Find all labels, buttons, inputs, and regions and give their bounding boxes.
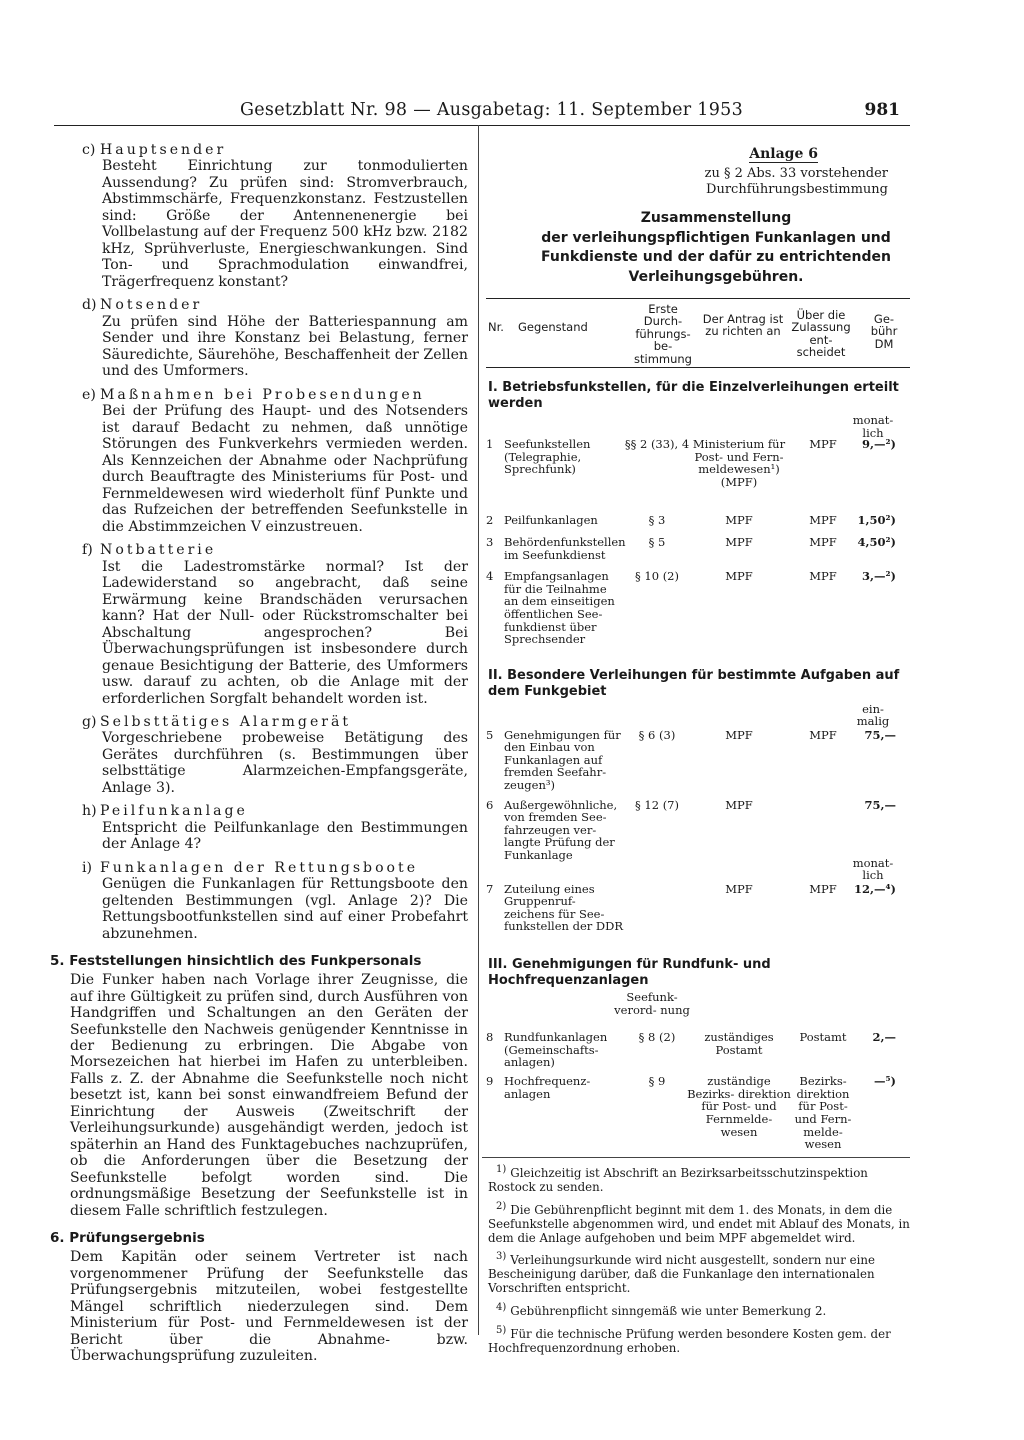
document-title bbox=[482, 209, 910, 287]
section-heading: 5. Feststellungen hinsichtlich des Funkpersonals bbox=[50, 953, 422, 970]
unit-row bbox=[482, 857, 910, 883]
row-paragraph: § 9 bbox=[648, 1074, 666, 1089]
item-title: Selbsttätiges Alarmgerät bbox=[100, 713, 352, 730]
item-text: Genügen die Funkanlagen für Rettungsboote den geltenden Bestimmungen (vgl. Anlage 2)? Die Rettungsbootfunkstellen sind auf einer Probefahrt abzunehmen. bbox=[102, 876, 468, 942]
row-antrag: MPF bbox=[725, 881, 753, 896]
item-label: c) bbox=[82, 142, 96, 158]
section-pruefungsergebnis bbox=[50, 1231, 468, 1364]
table-header bbox=[482, 299, 910, 365]
row-antrag: MPF bbox=[725, 535, 753, 550]
item-text: Entspricht die Peilfunkanlage den Bestimmungen der Anlage 4? bbox=[102, 819, 468, 853]
row-fee: 75,— bbox=[864, 727, 896, 742]
table-row bbox=[482, 1031, 910, 1075]
title-line: Funkdienste und der dafür zu entrichtenden bbox=[541, 249, 891, 266]
header-nr: Nr. bbox=[488, 319, 504, 334]
row-paragraph: § 10 (2) bbox=[635, 569, 679, 584]
row-nr: 9 bbox=[486, 1074, 494, 1089]
row-antrag: MPF bbox=[725, 797, 753, 812]
footnote bbox=[488, 1201, 910, 1246]
row-fee: 3,—²) bbox=[862, 569, 896, 584]
row-fee: 2,— bbox=[872, 1030, 896, 1045]
row-antrag: MPF bbox=[725, 727, 753, 742]
unit-label: monat- lich bbox=[852, 413, 894, 440]
footnote-marker: 5) bbox=[496, 1324, 507, 1336]
table-row bbox=[482, 536, 910, 570]
anlage-label bbox=[482, 146, 910, 162]
row-gegenstand: Zuteilung eines Gruppenruf- zeichens für See- funkstellen der DDR bbox=[504, 881, 624, 934]
item-label: i) bbox=[82, 859, 93, 876]
row-zulassung: MPF bbox=[809, 437, 837, 452]
list-item bbox=[50, 714, 468, 796]
title-line: Verleihungsgebühren. bbox=[628, 268, 804, 285]
footnote-text: Die Gebührenpflicht beginnt mit dem 1. des Monats, in dem die Seefunkstelle abgenommen wird, und endet mit Ablauf des Monats, in dem die Anlage aufgehoben und beim MPF abgemeldet wird. bbox=[488, 1202, 910, 1245]
item-text: Zu prüfen sind Höhe der Batteriespannung am Sender und ihre Konstanz bei Belastung, ferner Säuredichte, Säurehöhe, Beschaffenheit der Zellen und des Umformers. bbox=[102, 313, 468, 380]
group-heading: III. Genehmigungen für Rundfunk- und Hochfrequenzanlagen bbox=[488, 956, 771, 988]
row-nr: 7 bbox=[486, 881, 494, 896]
item-label: e) bbox=[82, 386, 96, 403]
row-nr: 2 bbox=[486, 513, 494, 528]
row-fee: —⁵) bbox=[874, 1074, 896, 1089]
row-paragraph: § 8 (2) bbox=[638, 1030, 676, 1045]
list-item bbox=[50, 297, 468, 379]
table-row bbox=[482, 729, 910, 799]
table-row bbox=[482, 797, 910, 863]
footnote bbox=[488, 1302, 910, 1319]
item-title: Hauptsender bbox=[100, 142, 227, 158]
row-zulassung: MPF bbox=[809, 727, 837, 742]
item-label: f) bbox=[82, 542, 93, 559]
row-paragraph: § 6 (3) bbox=[638, 727, 676, 742]
section-heading: 6. Prüfungsergebnis bbox=[50, 1230, 205, 1247]
item-title: Maßnahmen bei Probesendungen bbox=[100, 386, 425, 403]
row-fee: 12,—⁴) bbox=[854, 881, 896, 896]
unit-label: Seefunk- verord- nung bbox=[614, 990, 690, 1017]
header-title: Gesetzblatt Nr. 98 — Ausgabetag: 11. September 1953 bbox=[240, 100, 744, 120]
item-label: g) bbox=[82, 713, 97, 730]
list-item bbox=[50, 803, 468, 852]
list-item bbox=[50, 860, 468, 942]
footnote-text: Gleichzeitig ist Abschrift an Bezirksarbeitsschutzinspektion Rostock zu senden. bbox=[488, 1165, 868, 1194]
row-nr: 1 bbox=[486, 437, 494, 452]
row-zulassung: MPF bbox=[809, 569, 837, 584]
item-text: Bei der Prüfung des Haupt- und des Notsenders ist darauf Bedacht zu nehmen, daß unnötige Störungen des Funkverkehrs vermieden werden. Als Kennzeichen der Abnahme oder Nachprüfung durch Beauftragte des Ministeriums für Post- und Fernmeldewesen wird wiederholt fünf Punkte und das Rufzeichen der betreffenden Seefunkstelle in die Abstimmzeichen V einzustreuen. bbox=[102, 403, 468, 535]
section-text: Die Funker haben nach Vorlage ihrer Zeugnisse, die auf ihre Gültigkeit zu prüfen sind, durch Ausführen von Handgriffen und Schaltungen an den Geräten der Seefunkstelle den Nachweis genügender Kenntnisse in der Bedienung zu erbringen. Die Abgabe von Morsezeichen hat hierbei im Hafen zu unterbleiben. Falls z. Z. der Abnahme die Seefunkstelle noch nicht besetzt ist, kann bei sonst einwandfreiem Befund der Einrichtung der Ausweis (Zweitschrift der Verleihungsurkunde) ausgehändigt werden, jedoch ist späterhin an Hand des Funktagebuches nachzuprüfen, ob die Anforderungen über die Besetzung der Seefunkstelle befolgt worden sind. Die ordnungsmäßige Besetzung der Seefunkstelle ist in diesem Falle schriftlich festzulegen. bbox=[70, 972, 468, 1219]
header-gegenstand: Gegenstand bbox=[518, 319, 588, 334]
unit-label: monat- lich bbox=[852, 855, 894, 883]
row-paragraph: § 3 bbox=[648, 513, 666, 528]
row-paragraph: § 5 bbox=[648, 535, 666, 550]
row-nr: 4 bbox=[486, 569, 494, 584]
row-gegenstand: Behördenfunkstellen im Seefunkdienst bbox=[504, 535, 626, 562]
row-paragraph: §§ 2 (33), 4 bbox=[624, 437, 690, 452]
anlage-label-text: Anlage 6 bbox=[749, 146, 818, 162]
list-item bbox=[50, 542, 468, 707]
row-zulassung: MPF bbox=[809, 513, 837, 528]
footnote-marker: 4) bbox=[496, 1302, 507, 1314]
table-row bbox=[482, 570, 910, 656]
table-row bbox=[482, 514, 910, 536]
row-antrag: zuständiges Postamt bbox=[704, 1030, 774, 1057]
item-title: Notbatterie bbox=[100, 542, 217, 559]
row-antrag: MPF bbox=[725, 569, 753, 584]
header-rule bbox=[54, 125, 910, 126]
row-antrag: zuständige Bezirks- direktion für Post- und Fernmelde- wesen bbox=[687, 1074, 791, 1139]
row-antrag: MPF bbox=[725, 513, 753, 528]
list-item bbox=[50, 387, 468, 535]
item-title: Peilfunkanlage bbox=[100, 803, 248, 820]
header-erste: Erste Durch- führungs- be- stimmung bbox=[634, 301, 692, 367]
row-zulassung: Postamt bbox=[799, 1030, 847, 1045]
anlage-reference bbox=[482, 166, 910, 197]
header-gebuehr: Ge- bühr DM bbox=[870, 311, 898, 351]
footnote-marker: 2) bbox=[496, 1200, 507, 1212]
row-gegenstand: Hochfrequenz- anlagen bbox=[504, 1074, 591, 1101]
row-gegenstand: Genehmigungen für den Einbau von Funkanlagen auf fremden Seefahr- zeugen³) bbox=[504, 727, 621, 793]
row-antrag: Ministerium für Post- und Fern- meldewesen¹) (MPF) bbox=[692, 437, 786, 489]
unit-label: ein- malig bbox=[856, 701, 890, 729]
footnote bbox=[488, 1325, 910, 1356]
row-gegenstand: Außergewöhnliche, von fremden See- fahrzeugen ver- langte Prüfung der Funkanlage bbox=[504, 797, 618, 863]
row-nr: 5 bbox=[486, 727, 494, 742]
table-header-rule bbox=[486, 367, 910, 368]
right-column bbox=[482, 146, 910, 1356]
footnote-marker: 1) bbox=[496, 1164, 507, 1176]
row-fee: 4,50²) bbox=[857, 535, 896, 550]
footnote-rule bbox=[482, 1157, 910, 1158]
anlage-reference-line: zu § 2 Abs. 33 vorstehender bbox=[704, 166, 888, 181]
unit-row bbox=[482, 703, 910, 729]
item-label: d) bbox=[82, 297, 97, 314]
footnote-text: Verleihungsurkunde wird nicht ausgestellt, sondern nur eine Bescheinigung darüber, daß die Funkanlage den internationalen Vorschriften entspricht. bbox=[488, 1253, 875, 1296]
item-title: Notsender bbox=[100, 297, 203, 314]
row-zulassung: MPF bbox=[809, 535, 837, 550]
item-text: Besteht Einrichtung zur tonmodulierten Aussendung? Zu prüfen sind: Stromverbrauch, Abstimmschärfe, Frequenzkonstanz. Festzustellen sind: Größe der Antennenenergie bei Vollbelastung auf der Frequenz 500 kHz bzw. 2182 kHz, Sprühverluste, Energieschwankungen. Sind Ton- und Sprachmodulation einwandfrei, Trägerfrequenz konstant? bbox=[102, 158, 468, 290]
title-line: Zusammenstellung bbox=[640, 210, 792, 227]
row-nr: 6 bbox=[486, 797, 494, 812]
page-header bbox=[60, 100, 920, 122]
item-title: Funkanlagen der Rettungsboote bbox=[100, 859, 419, 876]
item-label: h) bbox=[82, 803, 97, 820]
row-zulassung: MPF bbox=[809, 881, 837, 896]
row-nr: 8 bbox=[486, 1030, 494, 1045]
row-gegenstand: Peilfunkanlagen bbox=[504, 513, 598, 528]
group-heading: I. Betriebsfunkstellen, für die Einzelverleihungen erteilt werden bbox=[488, 379, 899, 411]
table-row bbox=[482, 1074, 910, 1152]
item-text: Vorgeschriebene probeweise Betätigung des Gerätes durchführen (s. Bestimmungen über selbsttätige Alarmzeichen-Empfangsgeräte, Anlage 3). bbox=[102, 730, 468, 796]
left-column bbox=[50, 142, 468, 1365]
group-heading: II. Besondere Verleihungen für bestimmte Aufgaben auf dem Funkgebiet bbox=[488, 668, 900, 700]
footnote bbox=[488, 1251, 910, 1296]
item-text: Ist die Ladestromstärke normal? Ist der Ladewiderstand so angebracht, daß seine Erwärmung keine Brandschäden verursachen kann? Hat der Null- oder Rückstromschalter bei Abschaltung angesprochen? Bei Überwachungsprüfungen ist insbesondere durch genaue Besichtigung der Batterie, des Umformers usw. darauf zu achten, ob die Anlage mit der erforderlichen Sorgfalt behandelt worden ist. bbox=[102, 558, 468, 707]
section-text: Dem Kapitän oder seinem Vertreter ist nach vorgenommener Prüfung der Seefunkstelle das Prüfungsergebnis mitzuteilen, wobei festgestellte Mängel schriftlich niederzulegen sind. Dem Ministerium für Post- und Fernmeldewesen ist der Bericht über die Abnahme- bzw. Überwachungsprüfung zuzuleiten. bbox=[70, 1249, 468, 1365]
header-zulassung: Über die Zulassung ent- scheidet bbox=[791, 307, 851, 360]
unit-row bbox=[482, 991, 910, 1031]
row-nr: 3 bbox=[486, 535, 494, 550]
footnote-text: Gebührenpflicht sinngemäß wie unter Bemerkung 2. bbox=[510, 1304, 827, 1318]
row-fee: 75,— bbox=[864, 797, 896, 812]
row-fee: 1,50²) bbox=[857, 513, 896, 528]
column-divider bbox=[478, 125, 479, 1335]
section-funkpersonal bbox=[50, 954, 468, 1219]
footnote-marker: 3) bbox=[496, 1251, 507, 1263]
title-line: der verleihungspflichtigen Funkanlagen und bbox=[541, 229, 891, 246]
table-row bbox=[482, 438, 910, 514]
page-number: 981 bbox=[864, 100, 900, 120]
list-item bbox=[50, 142, 468, 290]
unit-row bbox=[482, 413, 910, 440]
row-fee: 9,—²) bbox=[862, 437, 896, 452]
row-gegenstand: Rundfunkanlagen (Gemeinschafts- anlagen) bbox=[504, 1030, 608, 1070]
row-gegenstand: Empfangsanlagen für die Teilnahme an dem einseitigen öffentlichen See- funkdienst über Sprechsender bbox=[504, 569, 615, 647]
row-paragraph: § 12 (7) bbox=[635, 797, 679, 812]
row-zulassung: Bezirks- direktion für Post- und Fern- melde- wesen bbox=[794, 1074, 852, 1152]
header-antrag: Der Antrag ist zu richten an bbox=[702, 311, 784, 339]
table-row bbox=[482, 883, 910, 945]
footnote-text: Für die technische Prüfung werden besondere Kosten gem. der Hochfrequenzordnung erhoben. bbox=[488, 1326, 891, 1355]
footnote bbox=[488, 1164, 910, 1195]
anlage-reference-line: Durchführungsbestimmung bbox=[706, 181, 888, 197]
row-gegenstand: Seefunkstellen (Telegraphie, Sprechfunk) bbox=[504, 437, 591, 477]
